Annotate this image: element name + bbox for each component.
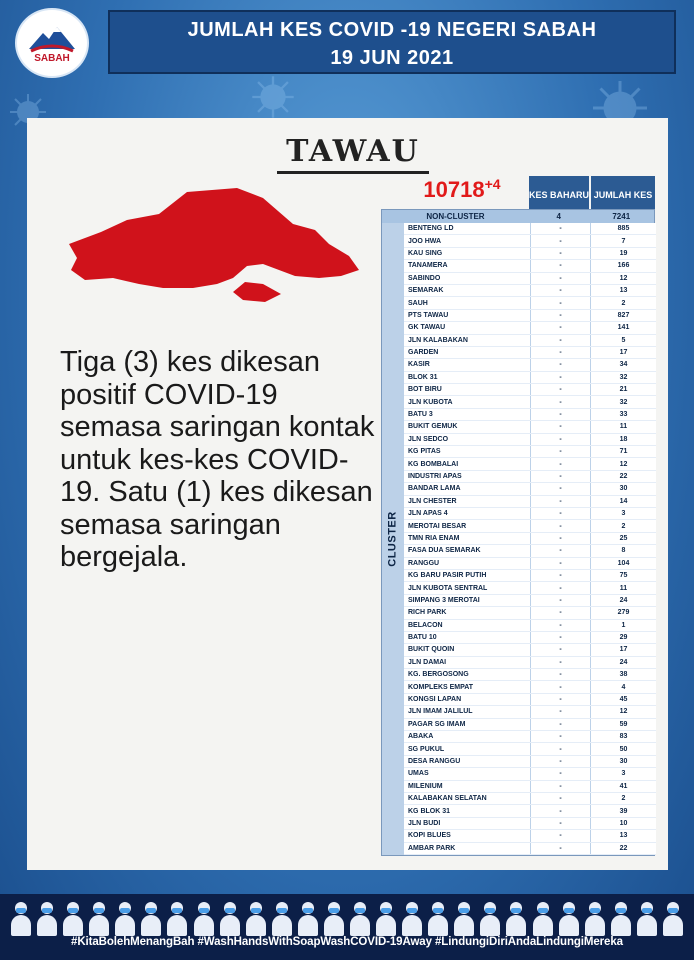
person-icon <box>36 900 58 936</box>
cluster-name: AMBAR PARK <box>404 843 530 854</box>
cluster-total-cases: 885 <box>590 223 656 234</box>
person-icon <box>584 900 606 936</box>
person-icon <box>453 900 475 936</box>
table-row <box>404 483 656 495</box>
cluster-total-cases: 5 <box>590 335 656 346</box>
cluster-name: KOMPLEKS EMPAT <box>404 681 530 692</box>
cluster-total-cases: 141 <box>590 322 656 333</box>
table-row <box>404 384 656 396</box>
person-icon <box>193 900 215 936</box>
cluster-total-cases: 13 <box>590 830 656 841</box>
cluster-name: SG PUKUL <box>404 743 530 754</box>
cluster-new-cases: - <box>530 719 590 730</box>
cluster-total-cases: 25 <box>590 533 656 544</box>
cluster-name: BLOK 31 <box>404 372 530 383</box>
cluster-new-cases: - <box>530 335 590 346</box>
cluster-name: GARDEN <box>404 347 530 358</box>
cluster-name: GK TAWAU <box>404 322 530 333</box>
person-icon <box>375 900 397 936</box>
cluster-total-cases: 30 <box>590 756 656 767</box>
cluster-new-cases: - <box>530 743 590 754</box>
table-row <box>404 545 656 557</box>
cluster-new-cases: - <box>530 805 590 816</box>
cluster-name: ABAKA <box>404 731 530 742</box>
cluster-name: JLN KALABAKAN <box>404 335 530 346</box>
cluster-new-cases: - <box>530 669 590 680</box>
table-row <box>404 273 656 285</box>
non-cluster-row <box>382 210 654 223</box>
cluster-name: KG BLOK 31 <box>404 805 530 816</box>
person-icon <box>114 900 136 936</box>
cluster-name: INDUSTRI APAS <box>404 471 530 482</box>
cluster-total-cases: 3 <box>590 508 656 519</box>
non-cluster-total: 7241 <box>612 212 631 221</box>
cluster-new-cases: - <box>530 384 590 395</box>
cluster-total-cases: 14 <box>590 496 656 507</box>
total-cases <box>397 176 527 203</box>
person-icon <box>297 900 319 936</box>
cluster-new-cases: - <box>530 421 590 432</box>
table-row <box>404 793 656 805</box>
cluster-name: FASA DUA SEMARAK <box>404 545 530 556</box>
person-icon <box>62 900 84 936</box>
table-row <box>404 335 656 347</box>
cluster-new-cases: - <box>530 607 590 618</box>
table-row <box>404 558 656 570</box>
cluster-new-cases: - <box>530 520 590 531</box>
table-row <box>404 632 656 644</box>
person-icon <box>636 900 658 936</box>
cluster-new-cases: - <box>530 533 590 544</box>
cluster-name: DESA RANGGU <box>404 756 530 767</box>
cluster-name: BENTENG LD <box>404 223 530 234</box>
cluster-new-cases: - <box>530 409 590 420</box>
page-title <box>108 10 676 74</box>
cluster-new-cases: - <box>530 273 590 284</box>
cluster-name: JOO HWA <box>404 235 530 246</box>
cluster-new-cases: - <box>530 446 590 457</box>
cluster-total-cases: 83 <box>590 731 656 742</box>
cluster-new-cases: - <box>530 843 590 854</box>
cluster-new-cases: - <box>530 496 590 507</box>
table-row <box>404 396 656 408</box>
cluster-total-cases: 21 <box>590 384 656 395</box>
table-row <box>404 496 656 508</box>
cluster-new-cases: - <box>530 372 590 383</box>
cluster-total-cases: 75 <box>590 570 656 581</box>
table-row <box>404 805 656 817</box>
cluster-total-cases: 33 <box>590 409 656 420</box>
table-row <box>404 843 656 855</box>
cluster-new-cases: - <box>530 297 590 308</box>
cluster-total-cases: 18 <box>590 434 656 445</box>
table-row <box>404 644 656 656</box>
cluster-name: KG. BERGOSONG <box>404 669 530 680</box>
non-cluster-new: 4 <box>556 212 561 221</box>
cluster-total-cases: 38 <box>590 669 656 680</box>
cluster-total-cases: 71 <box>590 446 656 457</box>
table-row <box>404 458 656 470</box>
cluster-name: KASIR <box>404 359 530 370</box>
person-icon <box>427 900 449 936</box>
table-row <box>404 446 656 458</box>
cluster-name: JLN DAMAI <box>404 657 530 668</box>
cluster-new-cases: - <box>530 595 590 606</box>
cluster-new-cases: - <box>530 830 590 841</box>
cluster-new-cases: - <box>530 756 590 767</box>
cluster-total-cases: 7 <box>590 235 656 246</box>
cluster-new-cases: - <box>530 434 590 445</box>
cluster-total-cases: 8 <box>590 545 656 556</box>
table-row <box>404 508 656 520</box>
person-icon <box>532 900 554 936</box>
table-row <box>404 657 656 669</box>
cluster-name: PAGAR SG IMAM <box>404 719 530 730</box>
cluster-total-cases: 104 <box>590 558 656 569</box>
person-icon <box>401 900 423 936</box>
cluster-total-cases: 1 <box>590 620 656 631</box>
tawau-map <box>67 184 367 304</box>
person-icon <box>349 900 371 936</box>
table-row <box>404 235 656 247</box>
cluster-total-cases: 279 <box>590 607 656 618</box>
person-icon <box>88 900 110 936</box>
cluster-name: BATU 3 <box>404 409 530 420</box>
cluster-name: SAUH <box>404 297 530 308</box>
cluster-total-cases: 3 <box>590 768 656 779</box>
cluster-total-cases: 39 <box>590 805 656 816</box>
table-row <box>404 260 656 272</box>
cluster-new-cases: - <box>530 731 590 742</box>
table-row <box>404 818 656 830</box>
cluster-name: RICH PARK <box>404 607 530 618</box>
cluster-name: BELACON <box>404 620 530 631</box>
cluster-new-cases: - <box>530 508 590 519</box>
district-title: TAWAU <box>277 134 429 174</box>
virus-decoration-icon <box>250 74 296 120</box>
person-icon <box>479 900 501 936</box>
cluster-new-cases: - <box>530 781 590 792</box>
cluster-total-cases: 17 <box>590 644 656 655</box>
person-icon <box>219 900 241 936</box>
table-row <box>404 347 656 359</box>
table-row <box>404 248 656 260</box>
cluster-new-cases: - <box>530 582 590 593</box>
person-icon <box>245 900 267 936</box>
cluster-total-cases: 19 <box>590 248 656 259</box>
table-row <box>404 471 656 483</box>
table-row <box>404 409 656 421</box>
cluster-name: BUKIT GEMUK <box>404 421 530 432</box>
cluster-new-cases: - <box>530 632 590 643</box>
cluster-name: BANDAR LAMA <box>404 483 530 494</box>
cluster-new-cases: - <box>530 793 590 804</box>
cluster-new-cases: - <box>530 458 590 469</box>
table-row <box>404 533 656 545</box>
person-icon <box>166 900 188 936</box>
cluster-name: JLN SEDCO <box>404 434 530 445</box>
cluster-new-cases: - <box>530 818 590 829</box>
table-row <box>404 310 656 322</box>
cluster-total-cases: 34 <box>590 359 656 370</box>
cluster-total-cases: 2 <box>590 793 656 804</box>
table-row <box>404 607 656 619</box>
table-row <box>404 322 656 334</box>
table-row <box>404 421 656 433</box>
cluster-name: SEMARAK <box>404 285 530 296</box>
table-row <box>404 520 656 532</box>
cluster-name: BOT BIRU <box>404 384 530 395</box>
total-cases-value: 10718 <box>423 177 485 202</box>
non-cluster-label: NON-CLUSTER <box>426 212 485 221</box>
cluster-total-cases: 24 <box>590 657 656 668</box>
cluster-name: SIMPANG 3 MEROTAI <box>404 595 530 606</box>
frontliners-illustration <box>10 896 684 936</box>
cluster-name: BUKIT QUOIN <box>404 644 530 655</box>
cluster-new-cases: - <box>530 657 590 668</box>
table-row <box>404 681 656 693</box>
sabah-logo <box>15 8 89 78</box>
column-header-total: JUMLAH KES <box>591 176 655 214</box>
table-row <box>404 595 656 607</box>
person-icon <box>10 900 32 936</box>
logo-text: SABAH <box>34 52 70 64</box>
cluster-new-cases: - <box>530 248 590 259</box>
table-row <box>404 669 656 681</box>
cluster-total-cases: 11 <box>590 421 656 432</box>
cluster-name: JLN KUBOTA <box>404 396 530 407</box>
table-row <box>404 756 656 768</box>
table-row <box>404 743 656 755</box>
cluster-new-cases: - <box>530 347 590 358</box>
hashtags: #KitaBolehMenangBah #WashHandsWithSoapWashCOVID-19Away #LindungiDiriAndaLindungiMereka <box>71 936 623 948</box>
cluster-new-cases: - <box>530 768 590 779</box>
title-line-1: JUMLAH KES COVID -19 NEGERI SABAH <box>187 19 597 41</box>
table-row <box>404 582 656 594</box>
cluster-total-cases: 22 <box>590 471 656 482</box>
cluster-name: BATU 10 <box>404 632 530 643</box>
person-icon <box>323 900 345 936</box>
cluster-total-cases: 12 <box>590 273 656 284</box>
mountain-logo-icon <box>27 23 77 55</box>
table-row <box>404 285 656 297</box>
cluster-name: RANGGU <box>404 558 530 569</box>
cluster-new-cases: - <box>530 570 590 581</box>
cluster-name: KG PITAS <box>404 446 530 457</box>
cluster-new-cases: - <box>530 620 590 631</box>
cluster-total-cases: 11 <box>590 582 656 593</box>
cluster-total-cases: 41 <box>590 781 656 792</box>
cluster-total-cases: 17 <box>590 347 656 358</box>
cluster-name: JLN BUDI <box>404 818 530 829</box>
table-row <box>404 781 656 793</box>
cluster-new-cases: - <box>530 558 590 569</box>
table-row <box>404 731 656 743</box>
cluster-name: KG BARU PASIR PUTIH <box>404 570 530 581</box>
cluster-new-cases: - <box>530 694 590 705</box>
table-row <box>404 570 656 582</box>
person-icon <box>610 900 632 936</box>
cluster-total-cases: 29 <box>590 632 656 643</box>
cluster-total-cases: 24 <box>590 595 656 606</box>
table-row <box>404 706 656 718</box>
cluster-name: PTS TAWAU <box>404 310 530 321</box>
table-row <box>404 694 656 706</box>
cluster-new-cases: - <box>530 681 590 692</box>
table-row <box>404 830 656 842</box>
cluster-total-cases: 166 <box>590 260 656 271</box>
table-row <box>404 297 656 309</box>
table-row <box>404 768 656 780</box>
cluster-total-cases: 13 <box>590 285 656 296</box>
column-header-new: KES BAHARU <box>529 176 589 214</box>
cluster-new-cases: - <box>530 644 590 655</box>
cluster-total-cases: 12 <box>590 458 656 469</box>
footer-banner <box>0 894 694 960</box>
cluster-table <box>381 209 655 856</box>
cluster-new-cases: - <box>530 223 590 234</box>
cluster-name: JLN IMAM JALILUL <box>404 706 530 717</box>
new-cases-value: +4 <box>484 176 501 192</box>
cluster-name: JLN KUBOTA SENTRAL <box>404 582 530 593</box>
cluster-new-cases: - <box>530 471 590 482</box>
cluster-new-cases: - <box>530 310 590 321</box>
cluster-total-cases: 10 <box>590 818 656 829</box>
content-panel <box>27 118 668 870</box>
cluster-name: MEROTAI BESAR <box>404 520 530 531</box>
cluster-total-cases: 45 <box>590 694 656 705</box>
cluster-new-cases: - <box>530 396 590 407</box>
cluster-new-cases: - <box>530 359 590 370</box>
person-icon <box>662 900 684 936</box>
cluster-total-cases: 22 <box>590 843 656 854</box>
cluster-total-cases: 59 <box>590 719 656 730</box>
table-row <box>404 434 656 446</box>
cluster-label-text: CLUSTER <box>387 511 400 567</box>
case-description: Tiga (3) kes dikesan positif COVID-19 semasa saringan kontak untuk kes-kes COVID-19. Satu (1) kes dikesan semasa saringan bergejala. <box>60 346 375 573</box>
cluster-total-cases: 2 <box>590 520 656 531</box>
cluster-name: JLN APAS 4 <box>404 508 530 519</box>
cluster-total-cases: 827 <box>590 310 656 321</box>
cluster-total-cases: 32 <box>590 396 656 407</box>
cluster-name: UMAS <box>404 768 530 779</box>
cluster-name: JLN CHESTER <box>404 496 530 507</box>
cluster-new-cases: - <box>530 285 590 296</box>
cluster-new-cases: - <box>530 322 590 333</box>
cluster-name: KAU SING <box>404 248 530 259</box>
table-row <box>404 359 656 371</box>
table-row <box>404 223 656 235</box>
cluster-new-cases: - <box>530 235 590 246</box>
cluster-name: KONGSI LAPAN <box>404 694 530 705</box>
person-icon <box>558 900 580 936</box>
table-row <box>404 620 656 632</box>
cluster-name: KG BOMBALAI <box>404 458 530 469</box>
cluster-side-label <box>382 223 404 855</box>
cluster-total-cases: 50 <box>590 743 656 754</box>
cluster-new-cases: - <box>530 260 590 271</box>
cluster-total-cases: 30 <box>590 483 656 494</box>
cluster-rows <box>404 223 656 855</box>
person-icon <box>505 900 527 936</box>
cluster-total-cases: 4 <box>590 681 656 692</box>
cluster-new-cases: - <box>530 483 590 494</box>
cluster-name: TMN RIA ENAM <box>404 533 530 544</box>
table-row <box>404 719 656 731</box>
table-row <box>404 372 656 384</box>
cluster-name: KOPI BLUES <box>404 830 530 841</box>
cluster-total-cases: 32 <box>590 372 656 383</box>
cluster-name: SABINDO <box>404 273 530 284</box>
person-icon <box>271 900 293 936</box>
cluster-new-cases: - <box>530 706 590 717</box>
title-line-2: 19 JUN 2021 <box>330 47 454 69</box>
cluster-name: TANAMERA <box>404 260 530 271</box>
person-icon <box>140 900 162 936</box>
cluster-total-cases: 12 <box>590 706 656 717</box>
cluster-new-cases: - <box>530 545 590 556</box>
cluster-total-cases: 2 <box>590 297 656 308</box>
cluster-name: KALABAKAN SELATAN <box>404 793 530 804</box>
cluster-name: MILENIUM <box>404 781 530 792</box>
